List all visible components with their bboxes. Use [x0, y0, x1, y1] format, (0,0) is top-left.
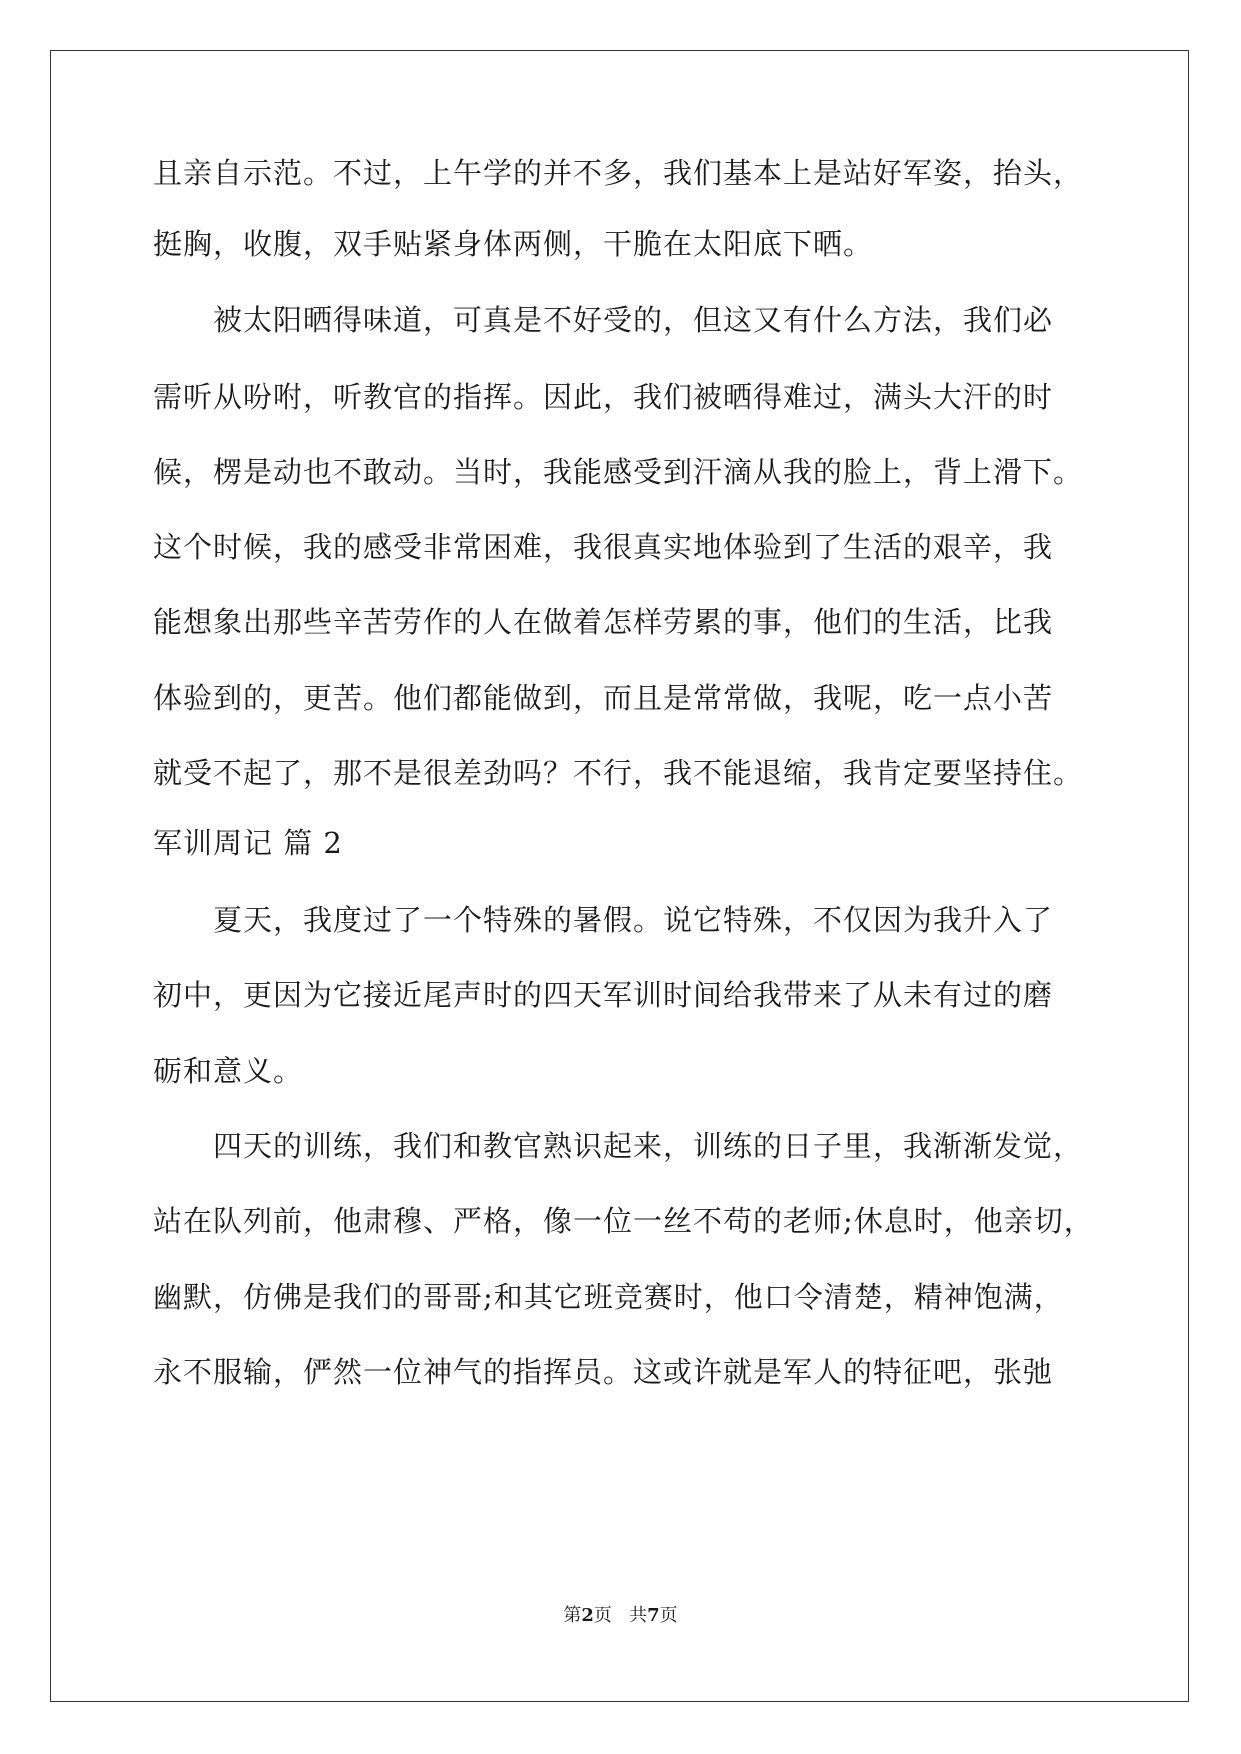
text-line: 夏天，我度过了一个特殊的暑假。说它特殊，不仅因为我升入了 — [153, 903, 1054, 937]
text-line: 站在队列前，他肃穆、严格，像一位一丝不苟的老师;休息时，他亲切， — [153, 1204, 1094, 1238]
text-line: 四天的训练，我们和教官熟识起来，训练的日子里，我渐渐发觉， — [153, 1129, 1084, 1163]
text-line: 挺胸，收腹，双手贴紧身体两侧，干脆在太阳底下晒。 — [153, 227, 874, 261]
text-line: 需听从吩咐，听教官的指挥。因此，我们被晒得难过，满头大汗的时 — [153, 380, 1054, 414]
text-line: 能想象出那些辛苦劳作的人在做着怎样劳累的事，他们的生活，比我 — [153, 605, 1054, 639]
text-line: 候，楞是动也不敢动。当时，我能感受到汗滴从我的脸上，背上滑下。 — [153, 455, 1084, 489]
text-line: 初中，更因为它接近尾声时的四天军训时间给我带来了从未有过的磨 — [153, 978, 1054, 1012]
page-border — [50, 50, 1189, 1702]
text-line: 且亲自示范。不过，上午学的并不多，我们基本上是站好军姿，抬头， — [153, 156, 1084, 190]
footer-prefix: 第 — [563, 1605, 582, 1626]
text-line: 砺和意义。 — [153, 1054, 304, 1088]
text-line: 就受不起了，那不是很差劲吗？不行，我不能退缩，我肯定要坚持住。 — [153, 756, 1084, 790]
text-line: 这个时候，我的感受非常困难，我很真实地体验到了生活的艰辛，我 — [153, 530, 1054, 564]
text-line: 体验到的，更苦。他们都能做到，而且是常常做，我呢，吃一点小苦 — [153, 681, 1054, 715]
text-line: 永不服输，俨然一位神气的指挥员。这或许就是军人的特征吧，张弛 — [153, 1355, 1054, 1389]
text-line: 幽默，仿佛是我们的哥哥;和其它班竞赛时，他口令清楚，精神饱满， — [153, 1280, 1064, 1314]
total-pages-number: 7 — [647, 1605, 660, 1626]
section-heading: 军训周记 篇 2 — [153, 826, 343, 860]
page-footer — [0, 1605, 1241, 1627]
current-page-number: 2 — [581, 1605, 594, 1626]
footer-suffix: 页 — [659, 1605, 678, 1626]
text-line: 被太阳晒得味道，可真是不好受的，但这又有什么方法，我们必 — [153, 303, 1054, 337]
footer-middle: 页 共 — [593, 1605, 648, 1626]
